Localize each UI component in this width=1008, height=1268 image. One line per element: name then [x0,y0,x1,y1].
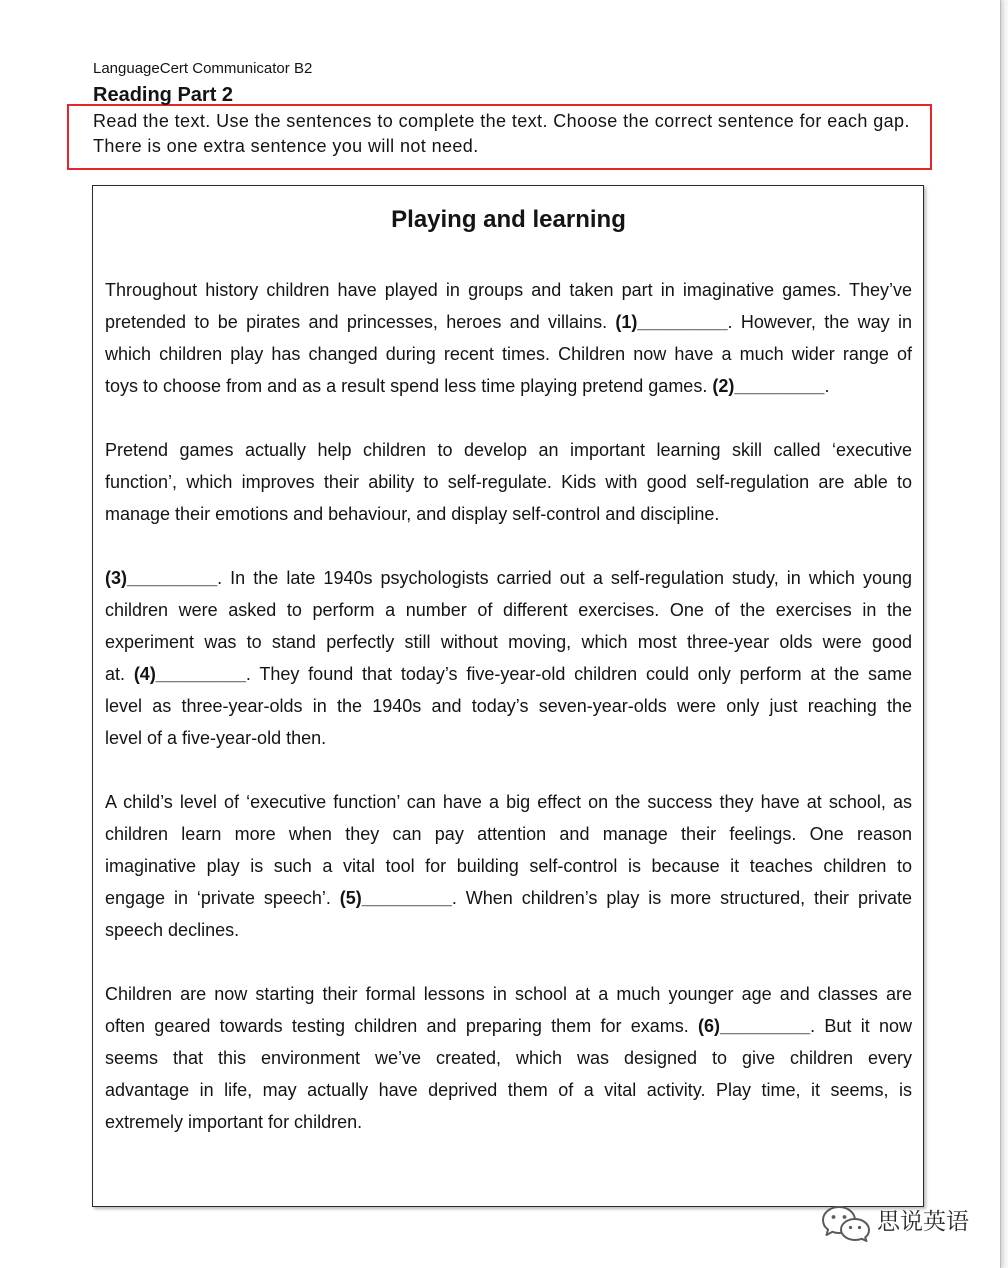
paragraph-5-line-3: seems that this environment we’ve created, which was designed to give children every [105,1047,912,1068]
gap-2-marker: (2)_________ [712,375,825,396]
paragraph-2-line-2: function’, which improves their ability to self-regulate. Kids with good self-regulation are able to [105,471,912,492]
paragraph-3 [105,562,912,754]
paragraph-5 [105,978,912,1138]
paragraph-4-line-3: imaginative play is such a vital tool for building self-control is because it teaches children to [105,855,912,876]
instructions-line-2: There is one extra sentence you will not need. [93,136,479,156]
gap-3-marker: (3)_________ [105,567,218,588]
paragraph-3-line-6: level of a five-year-old then. [105,727,327,748]
paragraph-4-line-4 [105,882,912,914]
paragraph-4-line-2: children learn more when they can pay attention and manage their feelings. One reason [105,823,912,844]
instructions-box [67,104,932,170]
text-segment: engage in ‘private speech’. [105,887,340,908]
gap-5-marker: (5)_________ [339,887,452,908]
gap-1-marker: (1)_________ [615,311,728,332]
text-segment: toys to choose from and as a result spend less time playing pretend games. [105,375,713,396]
paragraph-1 [105,274,912,402]
text-segment: often geared towards testing children and preparing them for exams. [105,1015,699,1036]
exam-name: LanguageCert Communicator B2 [93,60,313,77]
paragraph-4 [105,786,912,946]
paragraph-4-line-1: A child’s level of ‘executive function’ can have a big effect on the success they have at school, as [105,791,912,812]
paragraph-2 [105,434,912,530]
paragraph-1-line-4 [105,370,912,402]
paragraph-2-line-3: manage their emotions and behaviour, and display self-control and discipline. [105,503,720,524]
paragraph-3-line-5: level as three-year-olds in the 1940s and today’s seven-year-olds were only just reaching the [105,695,912,716]
article-title: Playing and learning [391,205,626,233]
text-segment: . They found that today’s five-year-old children could only perform at the same [245,663,913,684]
paragraph-5-line-5: extremely important for children. [105,1111,363,1132]
paragraph-5-line-1: Children are now starting their formal lessons in school at a much younger age and classes are [105,983,912,1004]
watermark [820,1203,990,1243]
section-title: Reading Part 2 [93,84,234,106]
paragraph-5-line-4: advantage in life, may actually have deprived them of a vital activity. Play time, it seems, is [105,1079,912,1100]
gap-6-marker: (6)_________ [698,1015,811,1036]
text-segment: . In the late 1940s psychologists carried out a self-regulation study, in which young [217,567,912,588]
paragraph-3-line-1 [105,562,912,594]
paragraph-1-line-1: Throughout history children have played in groups and taken part in imaginative games. They’ve [105,279,912,300]
gap-4-marker: (4)_________ [133,663,246,684]
text-segment: . When children’s play is more structured, their private [451,887,912,908]
paragraph-4-line-5: speech declines. [105,919,240,940]
paragraph-1-line-3: which children play has changed during recent times. Children now have a much wider range of [105,343,912,364]
text-segment: . However, the way in [727,311,912,332]
text-segment: . But it now [810,1015,912,1036]
instructions-line-1: Read the text. Use the sentences to complete the text. Choose the correct sentence for each gap. [93,111,910,131]
wechat-icon [820,1204,872,1242]
text-segment: . [824,375,830,396]
text-segment: at. [105,663,134,684]
paragraph-5-line-2 [105,1010,912,1042]
paragraph-3-line-3: experiment was to stand perfectly still without moving, which most three-year olds were good [105,631,912,652]
paragraph-2-line-1: Pretend games actually help children to develop an important learning skill called ‘executive [105,439,912,460]
paragraph-3-line-4 [105,658,912,690]
text-segment: pretended to be pirates and princesses, heroes and villains. [105,311,616,332]
paragraph-3-line-2: children were asked to perform a number of different exercises. One of the exercises in the [105,599,912,620]
watermark-text: 思说英语 [877,1209,969,1235]
reading-text-frame [92,185,924,1207]
paragraph-1-line-2 [105,306,912,338]
